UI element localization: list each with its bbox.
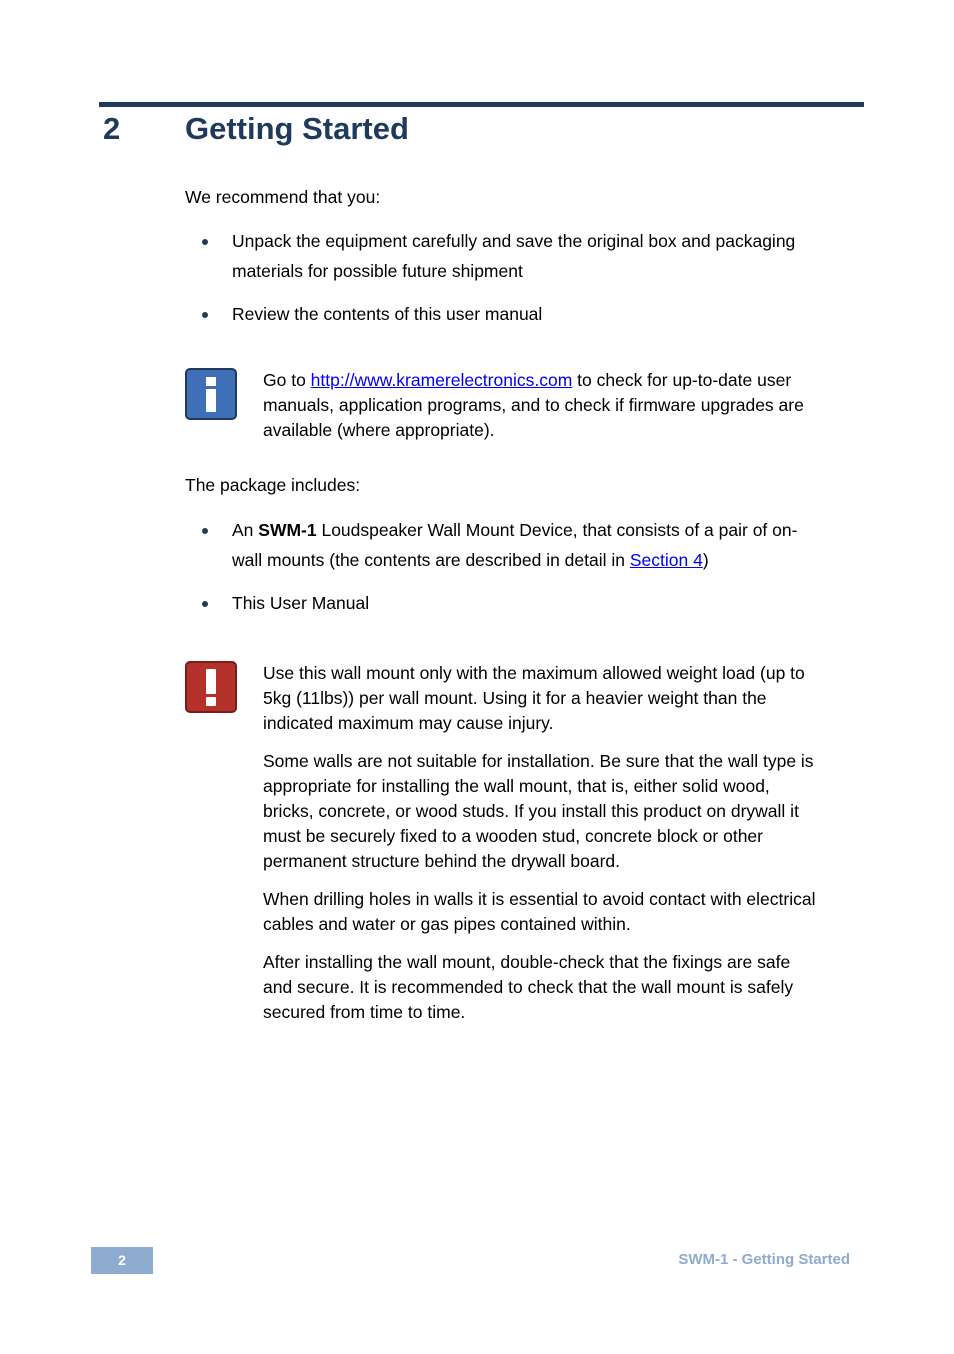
recommend-list — [185, 226, 835, 342]
item-suffix: ) — [702, 550, 709, 570]
list-item — [185, 226, 835, 286]
bullet-icon — [202, 239, 208, 245]
list-item — [185, 299, 835, 329]
kramer-website-link[interactable]: http://www.kramerelectronics.com — [310, 370, 573, 390]
bullet-icon — [202, 312, 208, 318]
list-item-text — [232, 520, 797, 570]
bullet-icon — [202, 528, 208, 534]
info-note-suffix: to check for up-to-date user manuals, application programs, and to check if firmware upgrades are available (where appropriate). — [263, 370, 804, 440]
exclamation-icon — [185, 661, 237, 713]
chapter-rule — [99, 102, 864, 107]
chapter-title: Getting Started — [185, 111, 409, 146]
warning-paragraph: Use this wall mount only with the maximum allowed weight load (up to 5kg (11lbs)) per wall mount. Using it for a heavier weight than the indicated maximum may cause injury. — [263, 663, 805, 733]
warning-paragraph: Some walls are not suitable for installation. Be sure that the wall type is appropriate for installing the wall mount, that is, either solid wood, bricks, concrete, or wood studs. If you install this product on drywall it must be securely fixed to a wooden stud, concrete block or other permanent structure behind the drywall board. — [263, 751, 814, 871]
item-prefix: An — [232, 520, 259, 540]
section-4-link[interactable]: Section 4 — [629, 550, 703, 570]
page-number: 2 — [91, 1247, 153, 1274]
list-item — [185, 588, 825, 618]
package-intro: The package includes: — [185, 475, 361, 495]
footer-title: SWM-1 - Getting Started — [678, 1251, 850, 1268]
product-name: SWM-1 — [258, 520, 317, 540]
package-list — [185, 515, 825, 631]
warning-note — [263, 661, 819, 1038]
intro-text: We recommend that you: — [185, 187, 381, 207]
list-item-text: This User Manual — [232, 593, 370, 613]
info-note-prefix: Go to — [263, 370, 311, 390]
bullet-icon — [202, 601, 208, 607]
info-icon — [185, 368, 237, 420]
list-item-text: Review the contents of this user manual — [232, 304, 543, 324]
item-description: Loudspeaker Wall Mount Device, that consists of a pair of on-wall mounts (the contents are described in detail in — [232, 520, 798, 570]
warning-paragraph: After installing the wall mount, double-check that the fixings are safe and secure. It is recommended to check that the wall mount is safely secured from time to time. — [263, 952, 794, 1022]
info-note — [263, 368, 823, 443]
chapter-number: 2 — [103, 111, 121, 146]
list-item-text: Unpack the equipment carefully and save the original box and packaging materials for possible future shipment — [232, 231, 796, 281]
warning-paragraph: When drilling holes in walls it is essential to avoid contact with electrical cables and water or gas pipes contained within. — [263, 889, 816, 934]
list-item — [185, 515, 825, 575]
